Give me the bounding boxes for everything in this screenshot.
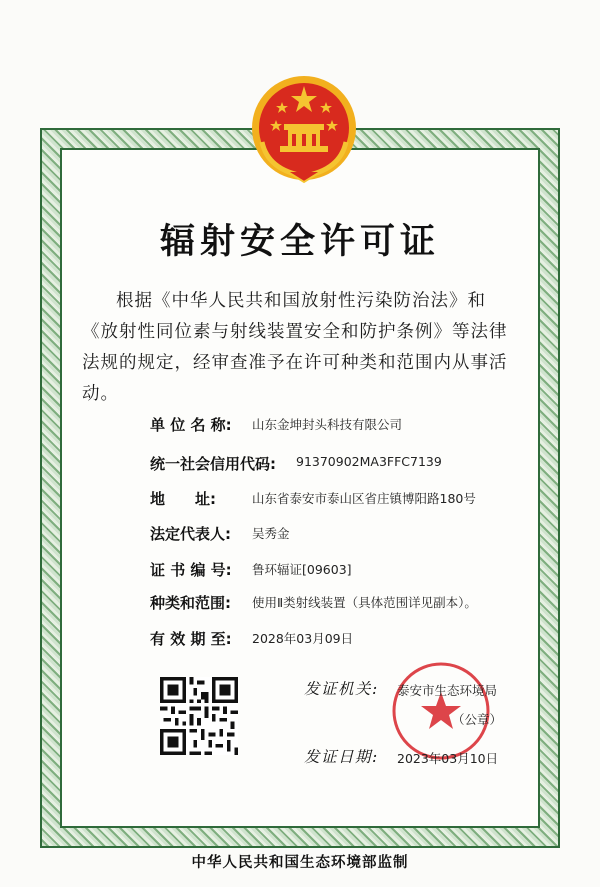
certificate-title: 辐射安全许可证 xyxy=(159,221,440,262)
field-value: 鲁环辐证[09603] xyxy=(252,562,352,577)
field-label: 单 位 名 称: xyxy=(150,416,232,434)
field-value: 2028年03月09日 xyxy=(252,631,354,646)
field-label: 证 书 编 号: xyxy=(150,561,232,579)
issuer-label: 发证机关: xyxy=(304,680,379,698)
field-value: 吴秀金 xyxy=(252,526,290,541)
field-value: 使用Ⅱ类射线装置（具体范围详见副本）。 xyxy=(252,595,477,610)
qr-code-icon xyxy=(160,677,238,755)
field-label: 法定代表人: xyxy=(150,525,231,543)
issuer-value: 泰安市生态环境局 xyxy=(397,683,498,698)
field-label: 种类和范围: xyxy=(150,594,231,612)
issue-date-value: 2023年03月10日 xyxy=(397,751,499,766)
seal-note: （公章） xyxy=(452,712,503,727)
field-value: 91370902MA3FFC7139 xyxy=(296,454,442,469)
issue-date-label: 发证日期: xyxy=(304,748,379,766)
footer-supervisor: 中华人民共和国生态环境部监制 xyxy=(191,855,409,871)
field-label: 有 效 期 至: xyxy=(150,630,232,648)
field-label: 地 址: xyxy=(150,490,216,508)
national-emblem-icon xyxy=(248,72,360,184)
field-label: 统一社会信用代码: xyxy=(150,455,276,473)
preamble-text: 根据《中华人民共和国放射性污染防治法》和《放射性同位素与射线装置安全和防护条例》等法律法规的规定，经审查准予在许可种类和范围内从事活动。 xyxy=(82,291,508,404)
field-value: 山东省泰安市泰山区省庄镇博阳路180号 xyxy=(252,491,476,506)
field-value: 山东金坤封头科技有限公司 xyxy=(252,417,403,432)
